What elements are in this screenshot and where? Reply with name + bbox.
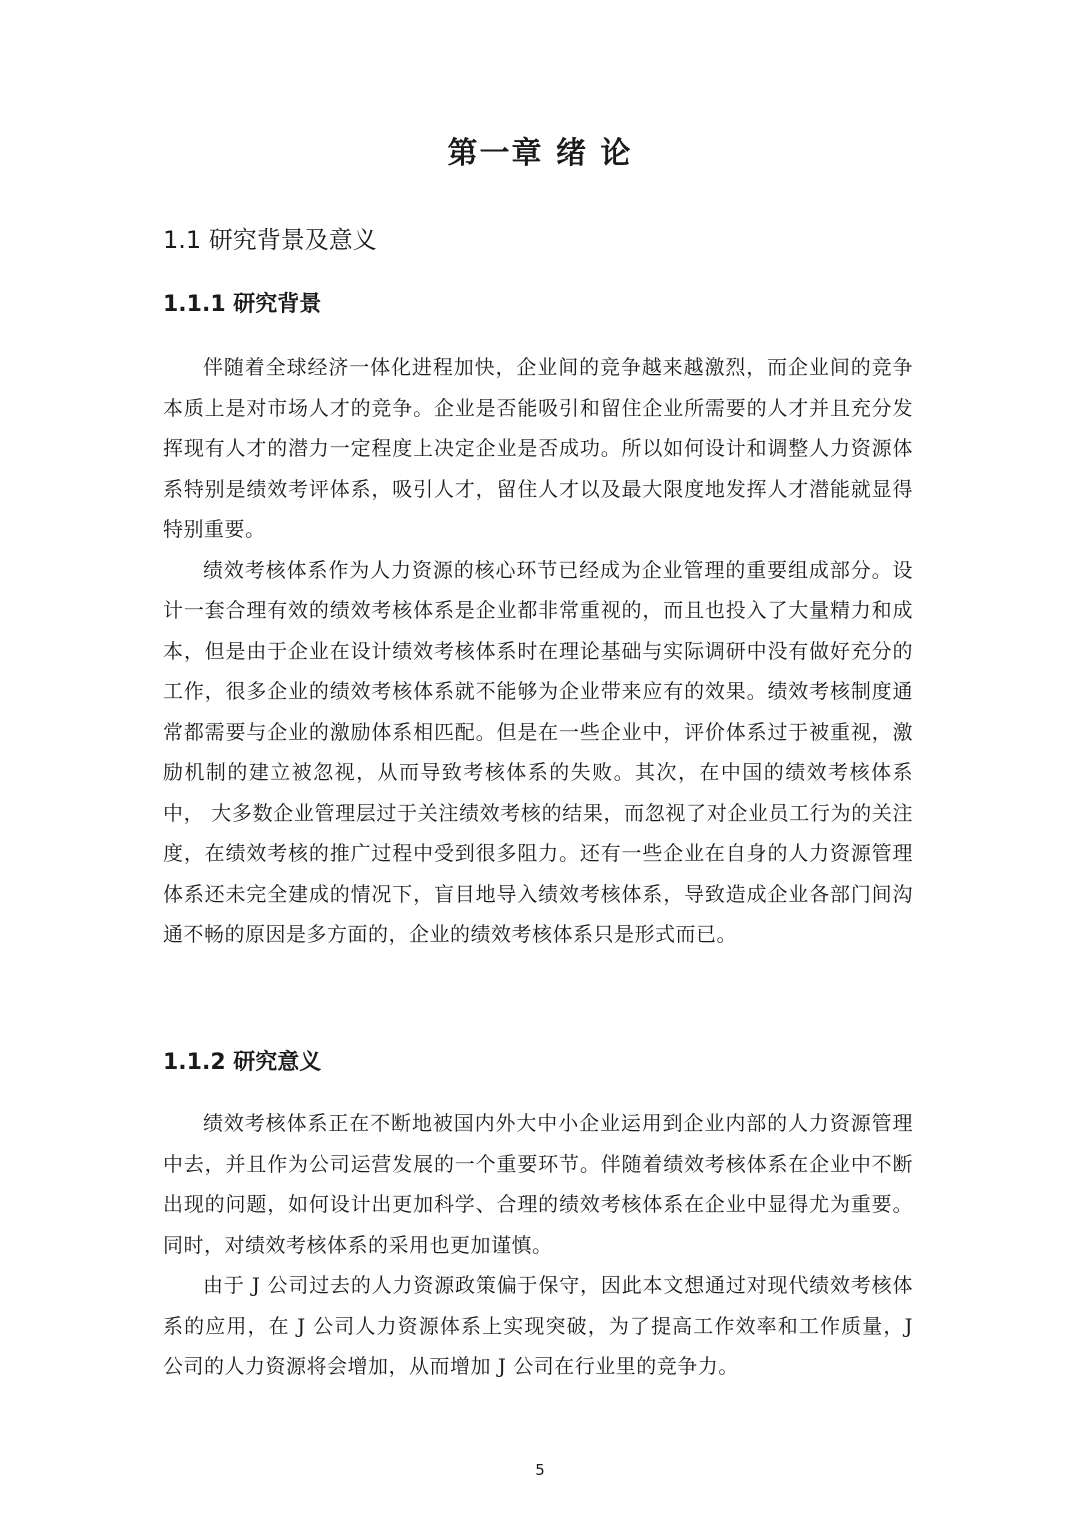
- paragraph: 绩效考核体系作为人力资源的核心环节已经成为企业管理的重要组成部分。设计一套合理有效的绩效考核体系是企业都非常重视的，而且也投入了大量精力和成本，但是由于企业在设计绩效考核体系时在理论基础与实际调研中没有做好充分的工作，很多企业的绩效考核体系就不能够为企业带来应有的效果。绩效考核制度通常都需要与企业的激励体系相匹配。但是在一些企业中，评价体系过于被重视，激励机制的建立被忽视，从而导致考核体系的失败。其次，在中国的绩效考核体系中， 大多数企业管理层过于关注绩效考核的结果，而忽视了对企业员工行为的关注度，在绩效考核的推广过程中受到很多阻力。还有一些企业在自身的人力资源管理体系还未完全建成的情况下，盲目地导入绩效考核体系，导致造成企业各部门间沟通不畅的原因是多方面的，企业的绩效考核体系只是形式而已。: [163, 557, 913, 946]
- paragraph: 伴随着全球经济一体化进程加快，企业间的竞争越来越激烈，而企业间的竞争本质上是对市场人才的竞争。企业是否能吸引和留住企业所需要的人才并且充分发挥现有人才的潜力一定程度上决定企业是否成功。所以如何设计和调整人力资源体系特别是绩效考评体系，吸引人才，留住人才以及最大限度地发挥人才潜能就显得特别重要。: [163, 355, 913, 541]
- background-body: [163, 347, 913, 955]
- paragraph: 绩效考核体系正在不断地被国内外大中小企业运用到企业内部的人力资源管理中去，并且作为公司运营发展的一个重要环节。伴随着绩效考核体系在企业中不断出现的问题，如何设计出更加科学、合理的绩效考核体系在企业中显得尤为重要。同时，对绩效考核体系的采用也更加谨慎。: [163, 1111, 913, 1257]
- subsection-heading-significance: 1.1.2 研究意义: [163, 1050, 322, 1075]
- paragraph: 由于 J 公司过去的人力资源政策偏于保守，因此本文想通过对现代绩效考核体系的应用，在 J 公司人力资源体系上实现突破，为了提高工作效率和工作质量，J 公司的人力资源将会增加，从而增加 J 公司在行业里的竞争力。: [163, 1273, 913, 1378]
- page-number: 5: [535, 1461, 545, 1479]
- chapter-title: 第一章 绪 论: [447, 136, 633, 171]
- section-heading: 1.1 研究背景及意义: [163, 226, 377, 254]
- subsection-heading-background: 1.1.1 研究背景: [163, 292, 322, 317]
- significance-body: [163, 1103, 913, 1387]
